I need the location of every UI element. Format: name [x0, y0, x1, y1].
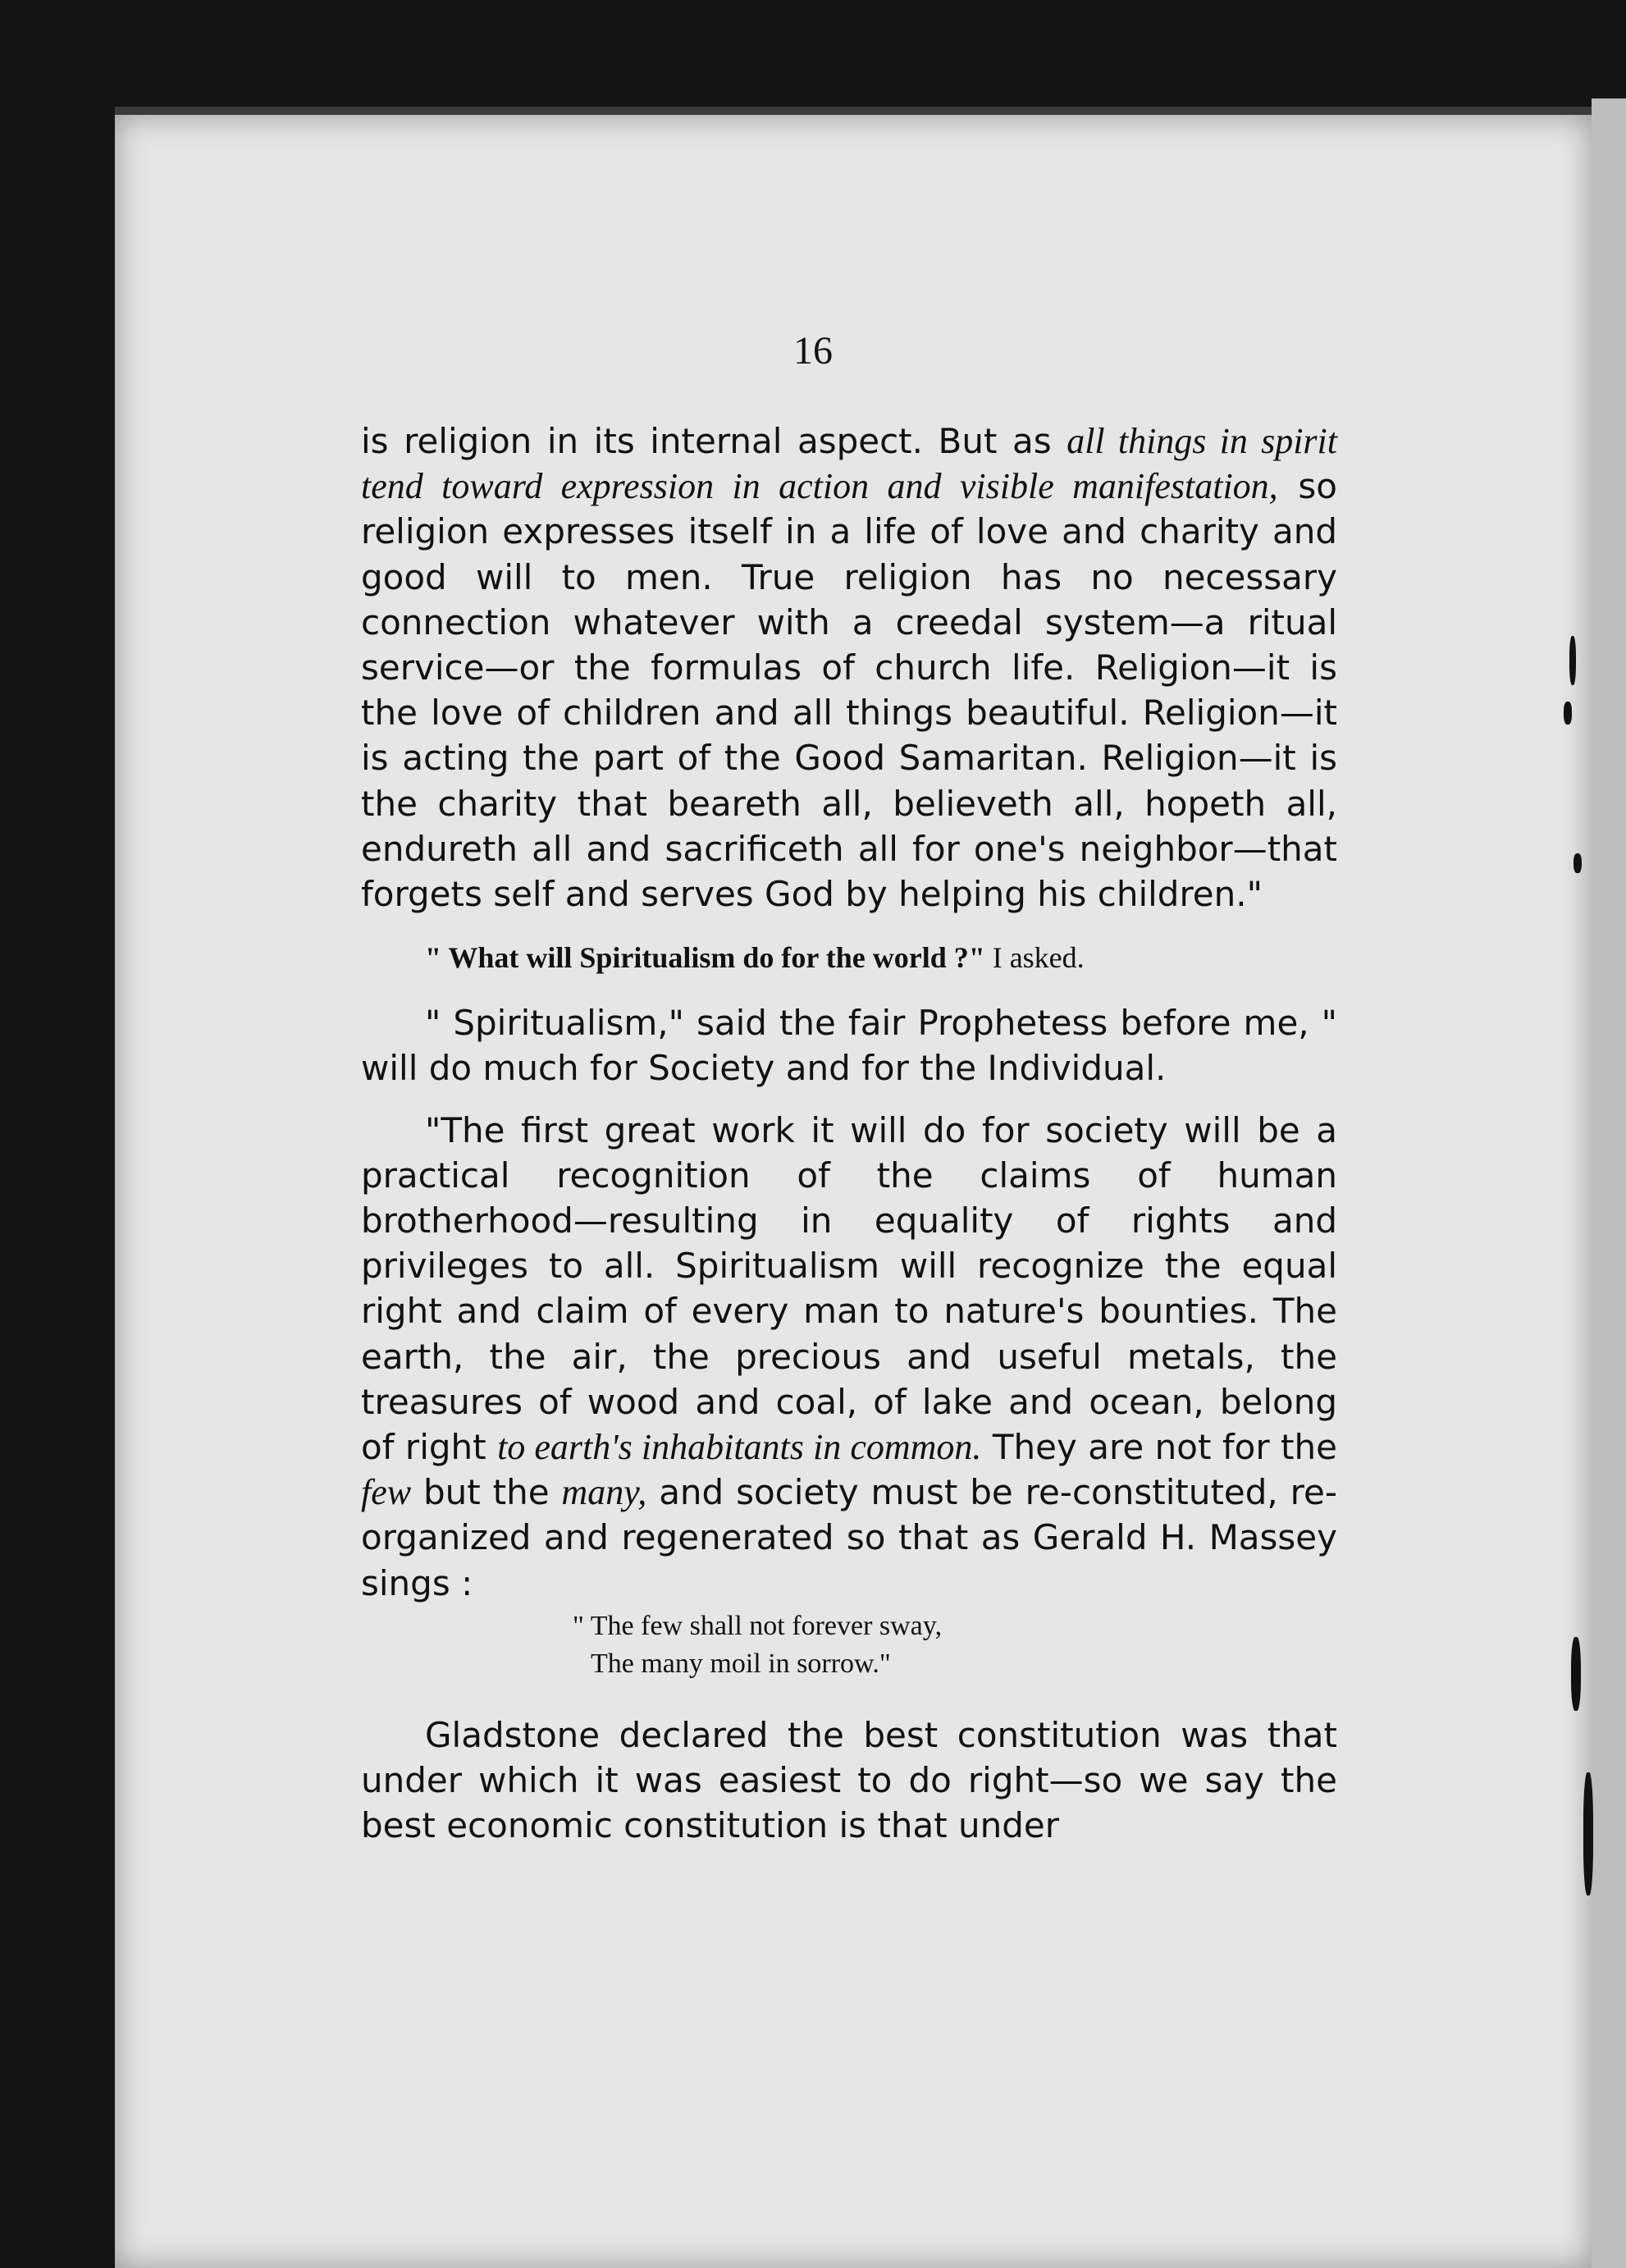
paragraph-spiritualism: " Spiritualism," said the fair Prophetess before me, " will do much for Society and for the Individual. [361, 1003, 1337, 1089]
paragraph-gap [361, 1091, 1337, 1108]
italic-run: many, [561, 1472, 647, 1513]
verse-line-1: " The few shall not forever sway, [573, 1610, 943, 1641]
italic-run: all things in spirit tend toward expression in action and visible manifestation, [361, 421, 1337, 507]
italic-run: few [361, 1472, 412, 1513]
question-bold: " What will Spiritualism do for the world ?" [425, 941, 985, 975]
question-line [361, 938, 1337, 977]
body-text [361, 418, 1337, 1848]
paragraph-gladstone: Gladstone declared the best constitution was that under which it was easiest to do right—so we say the best economic constitution is that under [361, 1714, 1337, 1846]
verse-line-2: The many moil in sorrow." [591, 1648, 891, 1679]
paragraph-society [361, 1108, 1337, 1606]
text-run: and society must be re-constituted, re-organized and regenerated so that as Gerald H. Massey sings : [361, 1472, 1337, 1603]
page-number: 16 [793, 329, 833, 373]
scan-speck [1571, 1637, 1581, 1711]
text-run: They are not for the [981, 1427, 1337, 1468]
scan-speck [1583, 1772, 1593, 1895]
verse-quote [361, 1607, 1337, 1683]
text-run: "The first great work it will do for society will be a practical recognition of the claims of human brotherhood—resulting in equality of rights and privileges to all. Spiritualism will recognize the equal right and claim of every man to nature's bounties. The earth, the air, the precious and useful metals, the treasures of wood and coal, of lake and ocean, belong of right [361, 1109, 1337, 1468]
scan-speck [1573, 853, 1582, 873]
italic-run: to earth's inhabitants in common. [497, 1427, 982, 1468]
paragraph-religion [361, 418, 1337, 917]
scan-speck [1564, 702, 1572, 725]
text-run: but the [411, 1472, 562, 1513]
text-run: is religion in its internal aspect. But as [361, 421, 1067, 461]
scan-speck [1569, 636, 1576, 685]
adjacent-page-strip [1592, 98, 1626, 2268]
text-run: so religion expresses itself in a life of love and charity and good will to men. True religion has no necessary connection whatever with a creedal system—a ritual service—or the formulas of church life. Religion—it is the love of children and all things beautiful. Religion—it is acting the part of the Good Samaritan. Religion—it is the charity that beareth all, believeth all, hopeth all, endureth all and sacrificeth all for one's neighbor—that forgets self and serves God by helping his children." [361, 466, 1337, 915]
question-tail: I asked. [984, 941, 1085, 975]
